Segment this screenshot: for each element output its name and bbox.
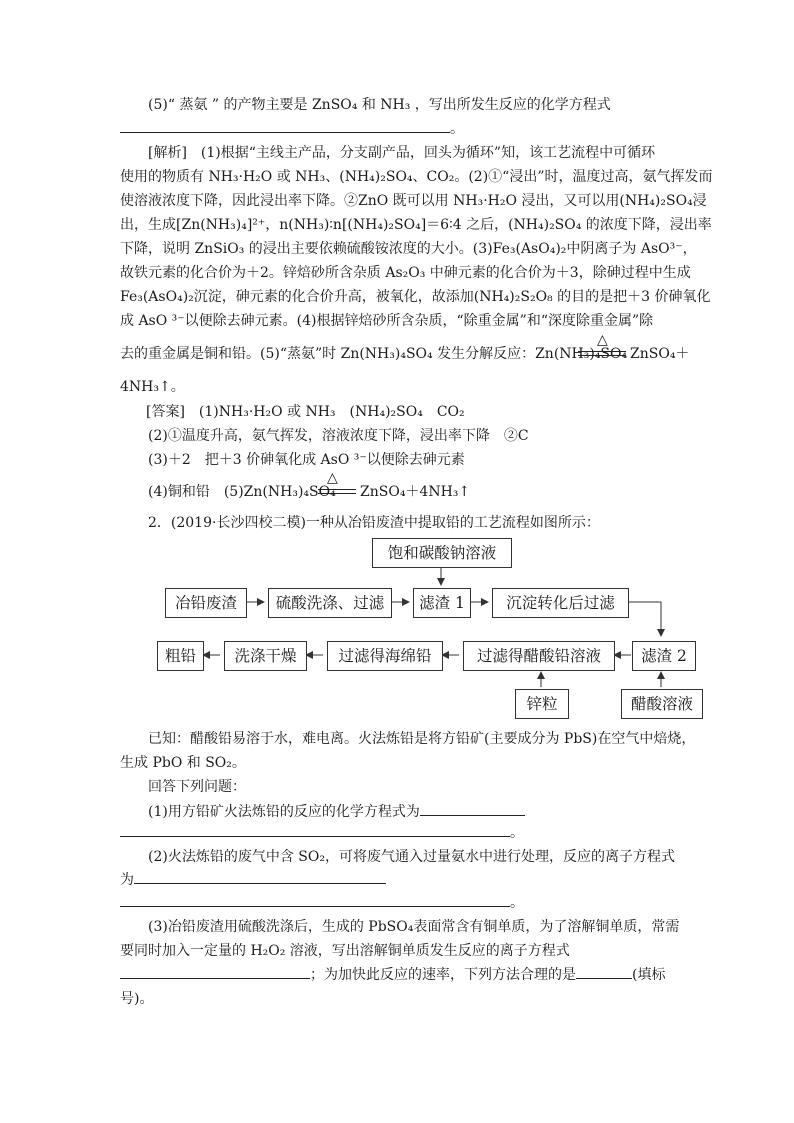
answer-prompt: 回答下列问题： [148, 779, 246, 795]
known-line-1: 已知：醋酸铅易溶于水，难电离。火法炼铅是将方铅矿(主要成分为 PbS)在空气中焙烧， [148, 731, 696, 747]
answer-line-4a: (4)铜和铅 (5)Zn(NH₃)₄SO₄ [148, 484, 336, 500]
period: 。 [510, 895, 524, 911]
answer-line-1: [答案] (1)NH₃·H₂O 或 NH₃ (NH₄)₂SO₄ CO₂ [146, 404, 465, 420]
node-residue-1: 滤渣 1 [413, 588, 471, 618]
node-acid-wash-filter: 硫酸洗涤、过滤 [268, 588, 392, 618]
sub-question-3-text: ；为加快此反应的速率，下列方法合理的是 [310, 967, 576, 983]
question-2-title: 2．(2019·长沙四校二模)一种从冶铅废渣中提取铅的工艺流程如图所示： [148, 515, 600, 531]
node-lead-acetate-solution: 过滤得醋酸铅溶液 [463, 641, 615, 671]
analysis-line-2: 使用的物质有 NH₃·H₂O 或 NH₃、(NH₄)₂SO₄、CO₂。(2)①“浸出”时，温度过高，氨气挥发而 [120, 169, 713, 185]
node-sponge-lead: 过滤得海绵铅 [327, 641, 443, 671]
answer-line-2: (2)①温度升高，氨气挥发，溶液浓度下降，浸出率下降 ②C [148, 428, 529, 444]
sub-question-1-text: (1)用方铅矿火法炼铅的反应的化学方程式为 [148, 804, 420, 820]
known-line-2: 生成 PbO 和 SO₂。 [120, 755, 246, 771]
answer-line-3: (3)＋2 把＋3 价砷氧化成 AsO ³⁻以便除去砷元素 [148, 452, 465, 468]
period: 。 [450, 121, 464, 137]
reagent-sodium-carbonate: 饱和碳酸钠溶液 [372, 538, 512, 568]
analysis-line-9b: ZnSO₄＋ [630, 346, 690, 362]
sub-question-3-note: (填标 [632, 967, 666, 983]
heating-triangle-icon: △ [327, 470, 338, 486]
sub-question-3-line-3 [120, 964, 665, 986]
sub-question-3-line-4: 号)。 [120, 991, 154, 1007]
answer-blank[interactable] [120, 892, 510, 907]
answer-blank[interactable] [134, 869, 386, 884]
analysis-line-10: 4NH₃↑。 [120, 379, 185, 395]
answer-blank[interactable] [120, 822, 510, 837]
analysis-line-1: [解析] (1)根据“主线主产品，分支副产品，回头为循环”知，该工艺流程中可循环 [148, 145, 656, 161]
analysis-line-8: 成 AsO ³⁻以便除去砷元素。(4)根据锌焙砂所含杂质，“除重金属”和“深度除重金属”除 [120, 313, 654, 329]
sub-question-2-line-3 [120, 892, 524, 914]
analysis-line-6: 故铁元素的化合价为＋2。锌焙砂所含杂质 As₂O₃ 中砷元素的化合价为＋3，除砷过程中生成 [120, 265, 691, 281]
answer-line-4b: ZnSO₄＋4NH₃↑ [360, 484, 471, 500]
node-wash-dry: 洗涤干燥 [224, 641, 307, 671]
sub-question-1-line-2 [120, 822, 524, 844]
analysis-line-5: 下降，说明 ZnSiO₃ 的浸出主要依赖硫酸铵浓度的大小。(3)Fe₃(AsO₄)₂中阴离子为 AsO³⁻， [120, 241, 697, 257]
analysis-line-9a: 去的重金属是铜和铅。(5)“蒸氨”时 Zn(NH₃)₄SO₄ 发生分解反应：Zn(NH₃)₄SO₄ [120, 346, 628, 362]
for-label: 为 [120, 872, 134, 888]
heating-triangle-icon: △ [597, 332, 608, 348]
period: 。 [510, 825, 524, 841]
analysis-line-7: Fe₃(AsO₄)₂沉淀，砷元素的化合价升高，被氧化，故添加(NH₄)₂S₂O₈ 的目的是把＋3 价砷氧化 [120, 289, 711, 305]
sub-question-2: (2)火法炼铅的废气中含 SO₂，可将废气通入过量氨水中进行处理，反应的离子方程式 [148, 849, 675, 865]
arrow-4 [628, 602, 661, 636]
analysis-line-4: 出，生成[Zn(NH₃)₄]²⁺，n(NH₃)∶n[(NH₄)₂SO₄]＝6∶4 之后，(NH₄)₂SO₄ 的浓度下降，浸出率 [120, 217, 712, 233]
q5-prompt: (5)“ 蒸氨 ” 的产物主要是 ZnSO₄ 和 NH₃ ，写出所发生反应的化学方程式 [148, 97, 611, 113]
reagent-acetic-acid: 醋酸溶液 [621, 689, 703, 719]
reagent-zinc: 锌粒 [515, 689, 569, 719]
sub-question-1 [148, 801, 525, 823]
answer-blank[interactable] [576, 964, 632, 979]
sub-question-2-line-2 [120, 869, 386, 891]
analysis-line-3: 使溶液浓度下降，因此浸出率下降。②ZnO 既可以用 NH₃·H₂O 浸出，又可以用(NH₄)₂SO₄浸 [120, 193, 707, 209]
answer-blank[interactable] [120, 964, 310, 979]
sub-question-3-line-1: (3)冶铅废渣用硫酸洗涤后，生成的 PbSO₄表面常含有铜单质，为了溶解铜单质，常需 [148, 919, 680, 935]
node-precipitate-conversion: 沉淀转化后过滤 [492, 588, 629, 618]
sub-question-3-line-2: 要同时加入一定量的 H₂O₂ 溶液，写出溶解铜单质发生反应的离子方程式 [120, 943, 570, 959]
node-lead-slag: 冶铅废渣 [165, 588, 247, 618]
node-residue-2: 滤渣 2 [632, 641, 696, 671]
answer-blank[interactable] [420, 801, 525, 816]
node-crude-lead: 粗铅 [157, 641, 204, 671]
